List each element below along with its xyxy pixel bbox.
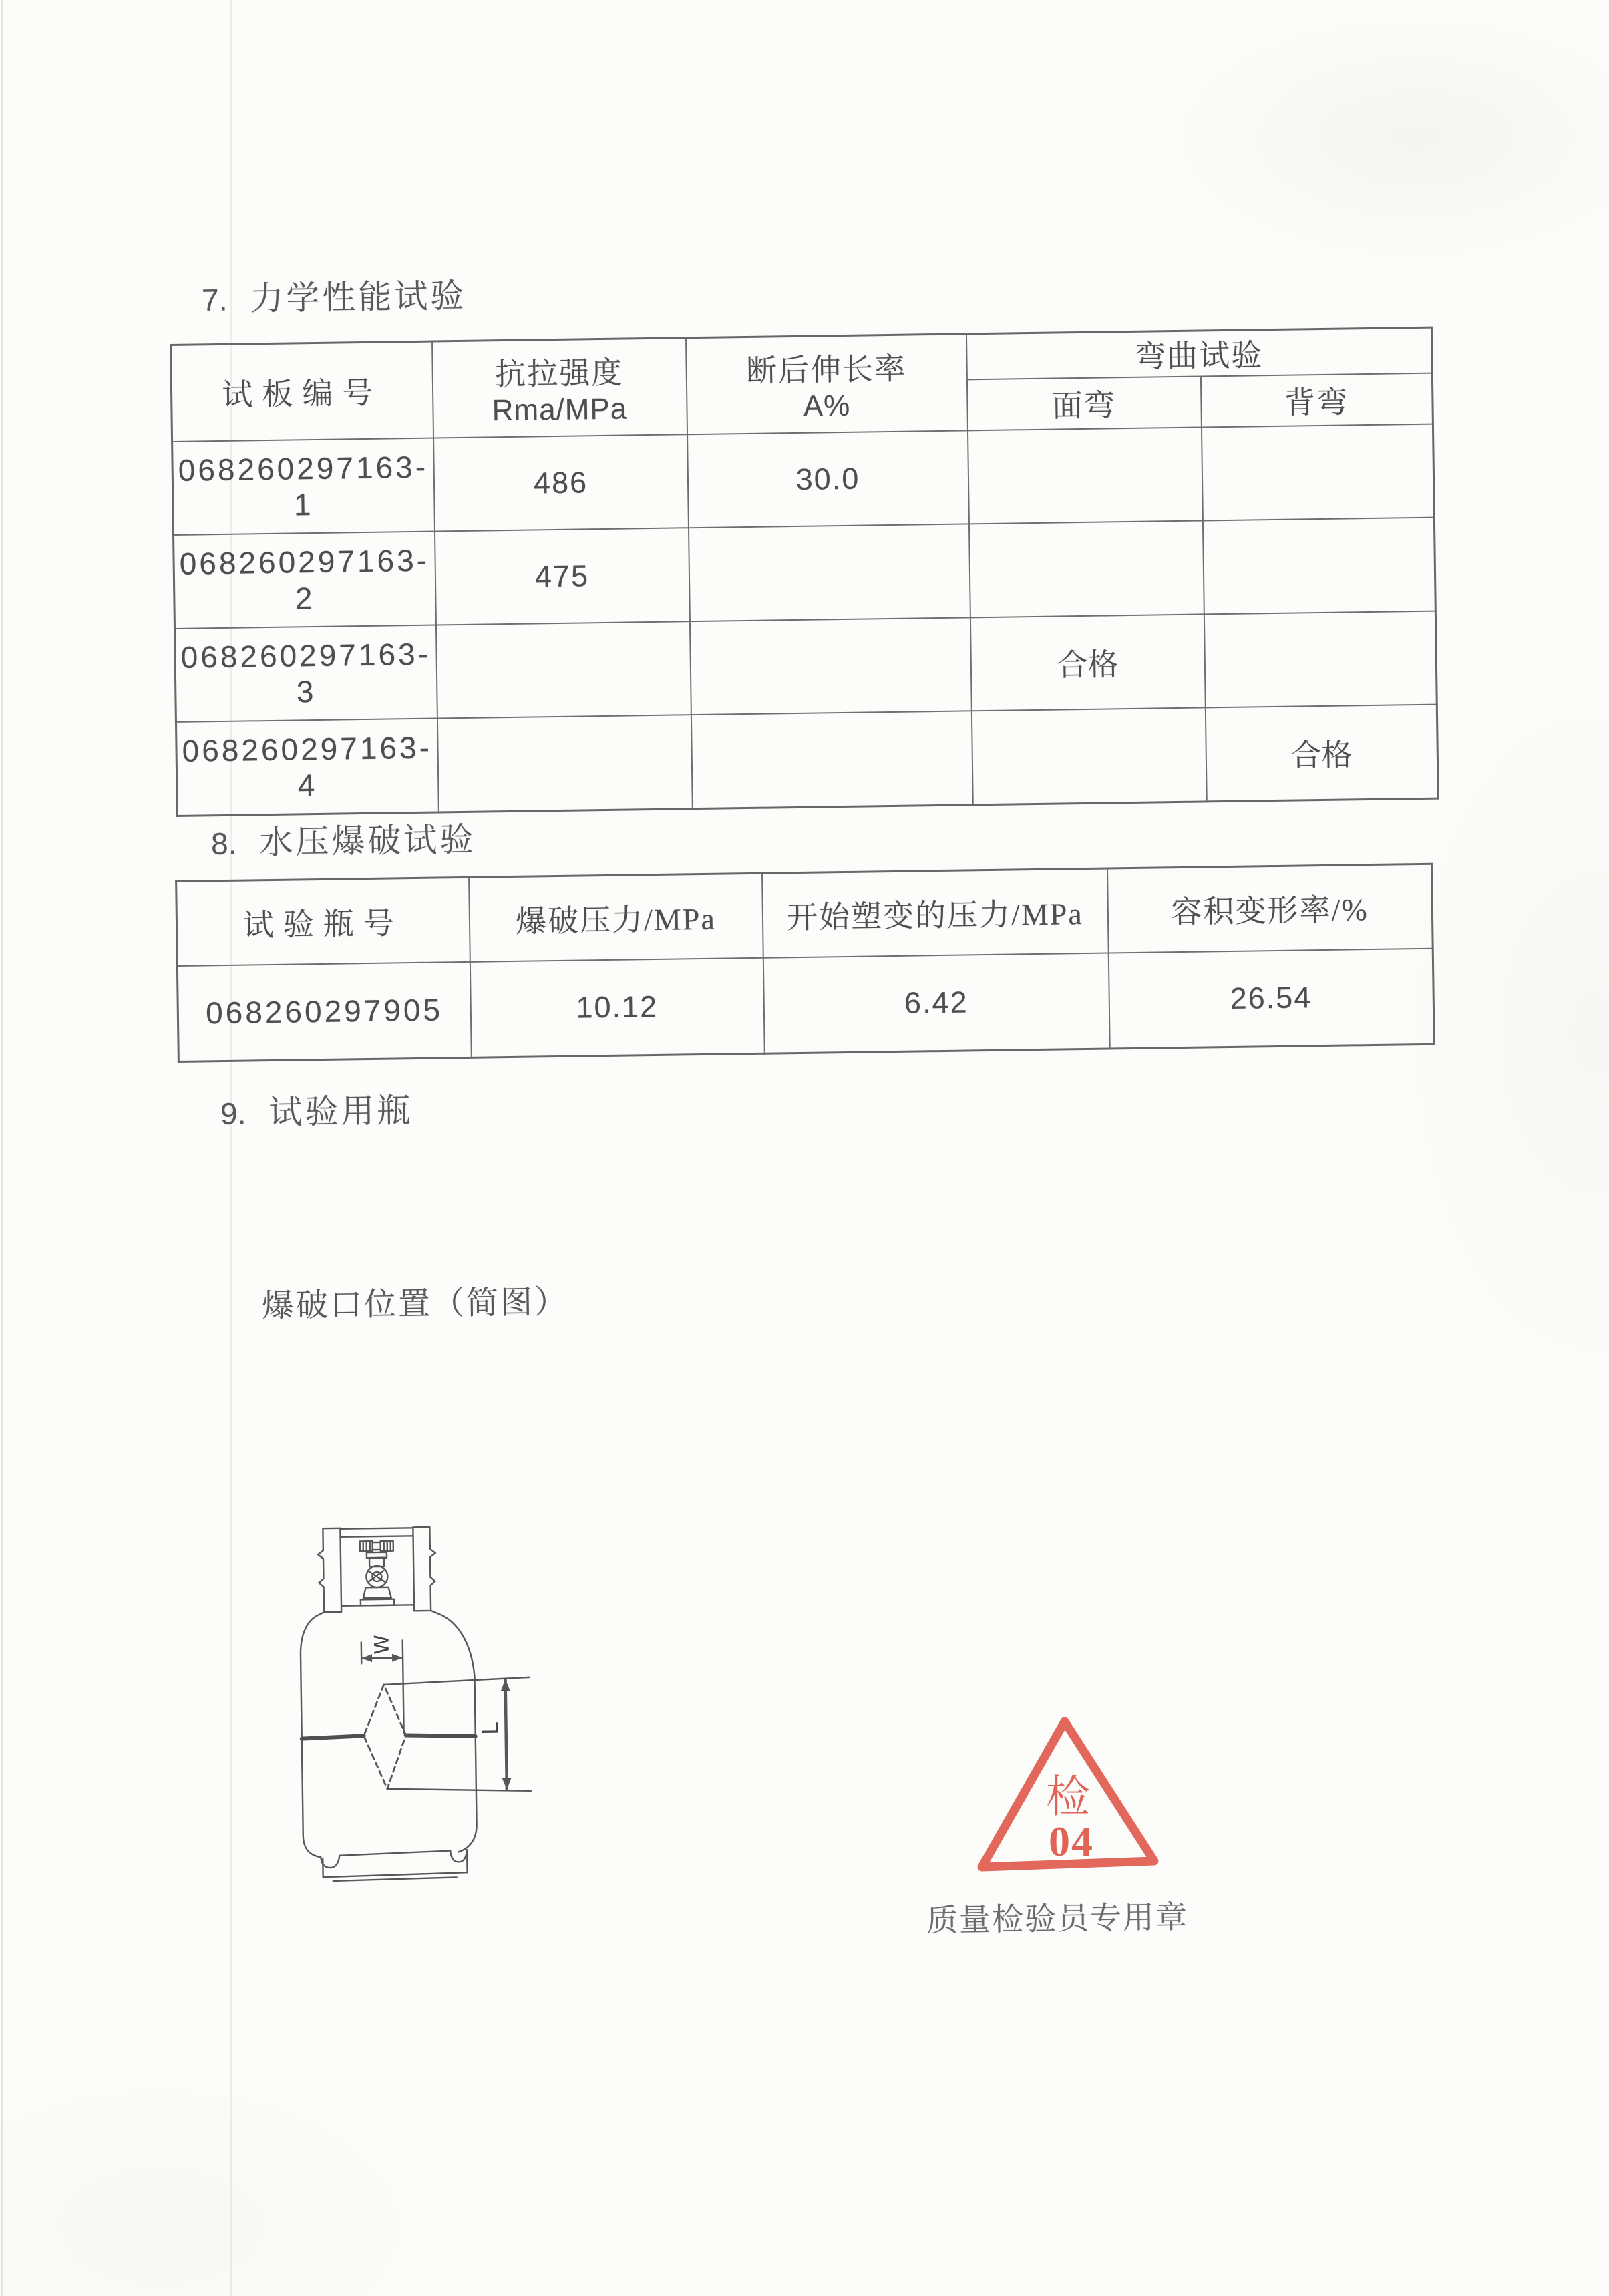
elongation-unit: A% (803, 389, 851, 423)
back-bend-result (1202, 518, 1435, 615)
tensile-unit: Rma/MPa (492, 392, 628, 428)
table-row (177, 948, 1434, 1061)
section-9-number: 9. (220, 1096, 246, 1131)
mechanical-test-table (170, 327, 1439, 817)
table-row (176, 705, 1438, 816)
elongation-value (689, 617, 971, 715)
table-row (174, 518, 1436, 629)
length-label: L (477, 1721, 504, 1736)
weld-seam-right (406, 1734, 476, 1737)
col-header-face-bend: 面弯 (966, 376, 1201, 430)
specimen-id: 068260297163-3 (175, 625, 437, 722)
section-9-heading (220, 1084, 413, 1134)
stamp-glyph: 检 (1046, 1773, 1090, 1822)
col-header-bend-test-group: 弯曲试验 (966, 327, 1432, 379)
section-8-title: 水压爆破试验 (259, 820, 476, 861)
collar-right-bracket (413, 1527, 436, 1611)
back-bend-result (1201, 424, 1434, 521)
section-7-number: 7. (201, 282, 228, 317)
specimen-id: 068260297163-2 (174, 532, 436, 629)
valve-icon (360, 1541, 394, 1606)
gas-cylinder-drawing-icon (281, 1507, 554, 1893)
tensile-value (437, 715, 692, 812)
elongation-label-zh: 断后伸长率 (745, 351, 907, 388)
weld-seam-left (302, 1736, 364, 1738)
burst-test-table (175, 863, 1435, 1063)
stamp-number: 04 (1049, 1818, 1094, 1865)
section-9-title: 试验用瓶 (269, 1091, 413, 1131)
face-bend-result (971, 707, 1206, 804)
inspection-stamp (964, 1703, 1184, 1891)
tensile-value: 475 (435, 528, 690, 625)
inspection-stamp-icon (964, 1703, 1184, 1891)
elongation-value (691, 711, 972, 808)
section-8-heading (210, 812, 476, 864)
cylinder-diagram (281, 1507, 554, 1893)
face-bend-result (968, 520, 1204, 617)
specimen-id: 068260297163-4 (176, 718, 438, 815)
back-bend-result (1204, 611, 1437, 708)
col-header-elongation (686, 334, 968, 434)
col-header-bottle-id: 试验瓶号 (176, 877, 470, 965)
elongation-value: 30.0 (687, 430, 969, 528)
stamp-caption: 质量检验员专用章 (926, 1900, 1189, 1939)
burst-pressure-value: 10.12 (470, 957, 764, 1057)
burst-opening-diamond (363, 1684, 407, 1789)
col-header-volume-deformation: 容积变形率/% (1107, 864, 1433, 953)
face-bend-result: 合格 (970, 614, 1205, 711)
elongation-value (688, 524, 970, 621)
bottle-id: 068260297905 (177, 961, 471, 1061)
table-row (175, 611, 1437, 722)
section-7-title: 力学性能试验 (250, 277, 467, 317)
col-header-tensile-strength (432, 338, 687, 438)
table-row (172, 424, 1435, 535)
section-7-heading (201, 269, 466, 321)
yield-pressure-value: 6.42 (763, 953, 1109, 1053)
section-8-number: 8. (210, 826, 237, 861)
face-bend-result (967, 427, 1202, 524)
col-header-back-bend: 背弯 (1200, 373, 1433, 428)
body-right-side (431, 1610, 477, 1852)
burst-location-caption: 爆破口位置（简图） (261, 1284, 569, 1324)
col-header-yield-pressure: 开始塑变的压力/MPa (762, 868, 1109, 957)
specimen-id: 068260297163-1 (172, 438, 435, 535)
scan-edge-artifact (1, 0, 3, 2296)
tensile-value (435, 621, 691, 718)
back-bend-result: 合格 (1205, 705, 1438, 802)
width-label: W (370, 1634, 395, 1655)
collar-left-bracket (317, 1528, 341, 1612)
tensile-label-zh: 抗拉强度 (494, 355, 624, 392)
tensile-value: 486 (433, 434, 689, 531)
volume-deformation-value: 26.54 (1108, 948, 1434, 1049)
body-left-side (300, 1612, 327, 1857)
col-header-burst-pressure: 爆破压力/MPa (469, 873, 763, 961)
col-header-specimen-id: 试板编号 (171, 341, 433, 442)
